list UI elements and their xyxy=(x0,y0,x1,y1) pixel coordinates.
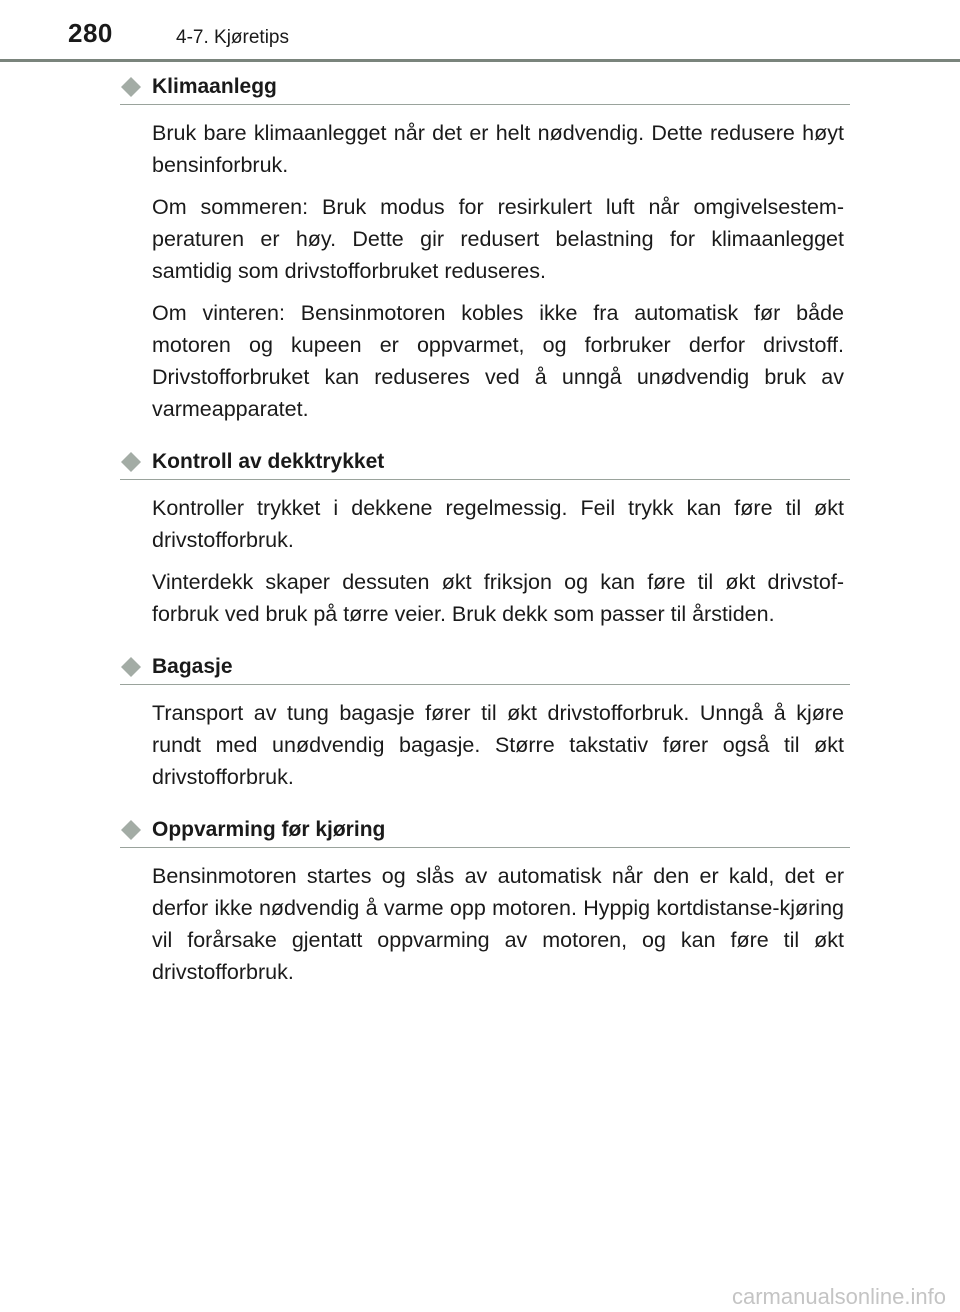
paragraph: Kontroller trykket i dekkene regelmessig. Feil trykk kan føre til økt drivstofforbruk. xyxy=(152,496,844,552)
paragraph: Om sommeren: Bruk modus for resirkulert luft når omgivelsestem-peraturen er høy. Dette gir redusert belastning for klimaanlegget samtidig som drivstofforbruket reduseres. xyxy=(152,195,844,283)
section-title: Bagasje xyxy=(152,655,233,678)
section-heading xyxy=(120,813,850,848)
section-title: Kontroll av dekktrykket xyxy=(152,450,385,473)
paragraph: Bensinmotoren startes og slås av automatisk når den er kald, det er derfor ikke nødvendig å varme opp motoren. Hyppig kortdistanse-kjøring vil forårsake gjentatt oppvarming av motoren, og kan føre til økt drivstofforbruk. xyxy=(152,864,844,984)
section-klimaanlegg xyxy=(120,70,850,425)
page-number: 280 xyxy=(68,18,113,48)
paragraph: Vinterdekk skaper dessuten økt friksjon og kan føre til økt drivstof-forbruk ved bruk på tørre veier. Bruk dekk som passer til årstiden. xyxy=(152,570,844,626)
diamond-bullet-icon xyxy=(120,819,142,841)
section-dekktrykk xyxy=(120,445,850,630)
paragraph: Om vinteren: Bensinmotoren kobles ikke fra automatisk før både motoren og kupeen er oppvarmet, og forbruker derfor drivstoff. Drivstofforbruket kan reduseres ved å unngå unødvendig bruk av varmeapparatet. xyxy=(152,301,844,421)
section-heading xyxy=(120,445,850,480)
paragraph: Bruk bare klimaanlegget når det er helt nødvendig. Dette redusere høyt bensinforbruk. xyxy=(152,121,844,177)
section-heading xyxy=(120,70,850,105)
watermark: carmanualsonline.info xyxy=(731,1284,946,1309)
section-title: Klimaanlegg xyxy=(152,75,277,98)
header-divider xyxy=(0,59,960,62)
diamond-bullet-icon xyxy=(120,76,142,98)
diamond-bullet-icon xyxy=(120,451,142,473)
paragraph: Transport av tung bagasje fører til økt drivstofforbruk. Unngå å kjøre rundt med unødvendig bagasje. Større takstativ fører også til økt drivstofforbruk. xyxy=(152,701,844,789)
page-content xyxy=(120,70,850,1008)
diamond-bullet-icon xyxy=(120,656,142,678)
page-header xyxy=(0,0,960,62)
section-bagasje xyxy=(120,650,850,793)
chapter-title: 4-7. Kjøretips xyxy=(176,27,289,48)
section-heading xyxy=(120,650,850,685)
section-title: Oppvarming før kjøring xyxy=(152,818,386,841)
section-oppvarming xyxy=(120,813,850,988)
